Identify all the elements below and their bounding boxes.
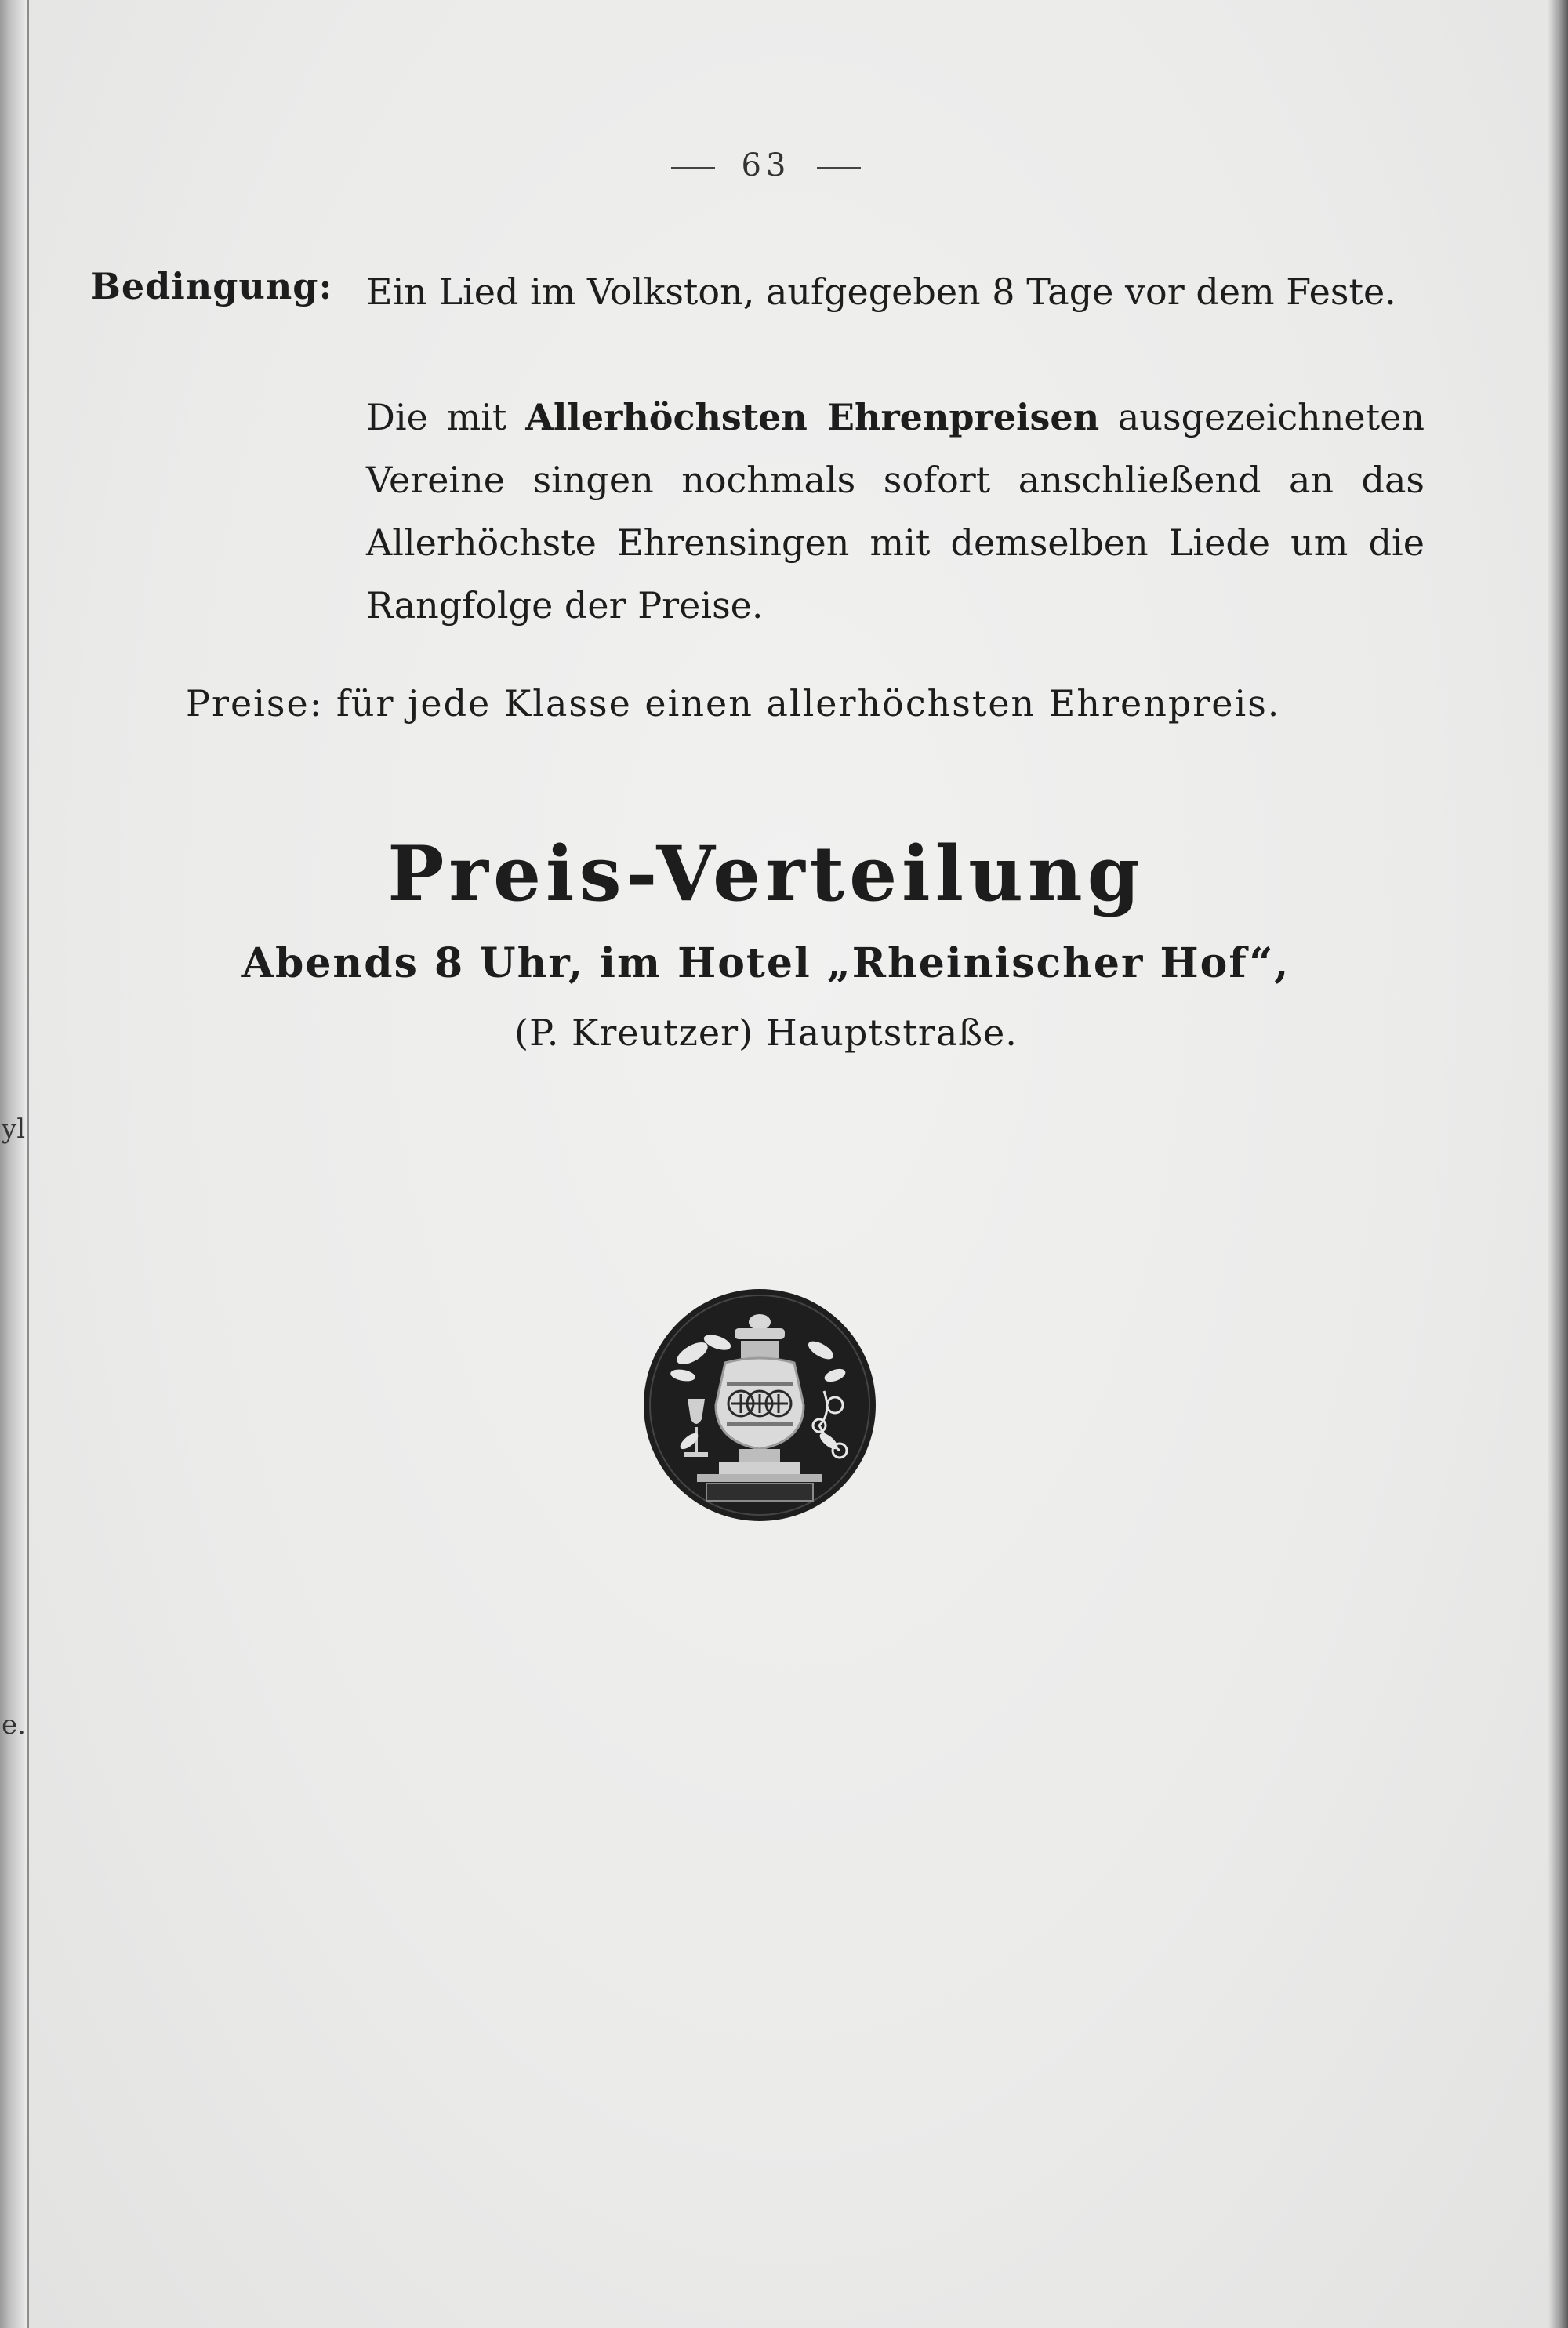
urn-emblem (642, 1287, 877, 1523)
condition-label: Bedingung: (90, 265, 333, 307)
facing-page-fragment: e. (2, 1709, 26, 1741)
facing-page-fragment: yl (2, 1113, 26, 1145)
page-right-edge (1548, 0, 1568, 2328)
condition-text-2-start: Die mit (366, 396, 526, 438)
distribution-title: Preis-Verteilung (387, 830, 1145, 918)
book-gutter (0, 0, 27, 2328)
page-number-line (29, 147, 1503, 183)
condition-text-2-rest: ausgezeichneten Vereine singen nochmals sofort anschließend an das Allerhöchste Ehrensingen mit demselben Liede um die Rangfolge der Preise. (366, 396, 1425, 626)
prizes-line: Preise: für jede Klasse einen allerhöchsten Ehrenpreis. (186, 682, 1281, 725)
dash-left (671, 167, 715, 169)
dash-right (817, 167, 861, 169)
distribution-time-place: Abends 8 Uhr, im Hotel „Rheinischer Hof“, (241, 939, 1290, 987)
page-number: 63 (741, 147, 791, 183)
condition-text-2 (366, 386, 1425, 637)
condition-text-1: Ein Lied im Volkston, aufgegeben 8 Tage vor dem Feste. (366, 271, 1396, 313)
distribution-address: (P. Kreutzer) Hauptstraße. (514, 1011, 1018, 1054)
condition-text-2-bold: Allerhöchsten Ehrenpreisen (525, 396, 1100, 438)
page-body (29, 0, 1548, 2328)
